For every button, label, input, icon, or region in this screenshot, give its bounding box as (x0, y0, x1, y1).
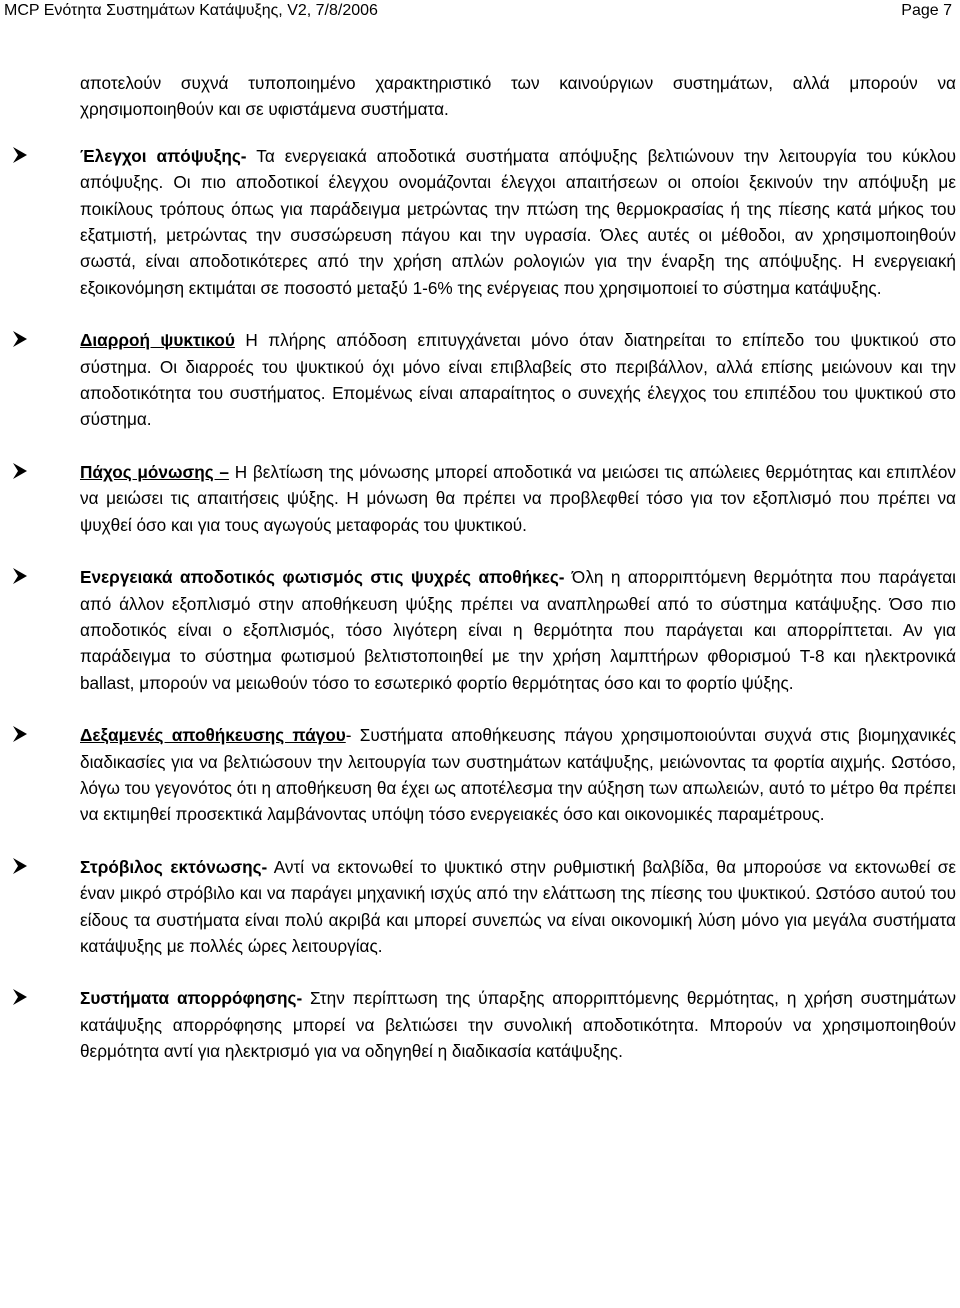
bullet-efficient-lighting (80, 564, 956, 696)
bullet-text: Όλη η απορριπτόμενη θερμότητα που παράγεται από άλλον εξοπλισμό στην αποθήκευση ψύξης πρέπει να αναπληρωθεί από το σύστημα κατάψυξης. Όσο πιο αποδοτικός είναι ο εξοπλισμός, τόσο λιγότερη είναι η θερμότητα που παράγεται και απορρίπτεται. Αν για παράδειγμα το σύστημα φωτισμού βελτιστοποιηθεί με την χρήση λαμπτήρων φθορισμού T-8 και ηλεκτρονικά ballast, μπορούν να μειωθούν τόσο το εσωτερικό φορτίο θερμότητας όσο και το φορτίο ψύξης. (80, 567, 956, 693)
arrow-bullet-icon (12, 462, 28, 480)
document-title: MCP Ενότητα Συστημάτων Κατάψυξης, V2, 7/8/2006 (4, 2, 378, 19)
bullet-text: Τα ενεργειακά αποδοτικά συστήματα απόψυξης βελτιώνουν την λειτουργία του κύκλου απόψυξης. Οι πιο αποδοτικοί έλεγχου ονομάζονται έλεγχοι απαιτήσεων οι οποίοι ξεκινούν την απόψυξη με ποικίλους τρόπους όπως για παράδειγμα μετρώντας την πτώση της θερμοκρασίας ή της πίεσης κατά μήκος του εξατμιστή, μετρώντας την συσσώρευση πάγου και την υγρασία. Όλες αυτές οι μέθοδοι, αν χρησιμοποιηθούν σωστά, είναι αποδοτικότερες από την χρήση απλών ρολογιών για την έναρξη της απόψυξης. Η ενεργειακή εξοικονόμηση εκτιμάται σε ποσοστό μεταξύ 1-6% της ενέργειας που χρησιμοποιεί το σύστημα κατάψυξης. (80, 145, 957, 298)
bullet-term: Πάχος μόνωσης – (80, 461, 229, 482)
bullet-absorption-systems (80, 985, 956, 1064)
arrow-bullet-icon (12, 567, 28, 585)
bullet-term: Συστήματα απορρόφησης- (80, 988, 303, 1009)
bullet-text: Αντί να εκτονωθεί το ψυκτικό στην ρυθμιστική βαλβίδα, θα μπορούσε να εκτονωθεί σε έναν μικρό στρόβιλο και να παράγει μηχανική ισχύς από την ελάττωση της πίεσης του ψυκτικού. Ωστόσο αυτού του είδους τα συστήματα είναι πολύ ακριβά και μπορεί συνεπώς να είναι οικονομική λύση μόνο για μεγάλα συστήματα κατάψυξης με πολλές ώρες λειτουργίας. (80, 856, 956, 956)
bullet-insulation-thickness (80, 459, 956, 538)
bullet-text: Η πλήρης απόδοση επιτυγχάνεται μόνο όταν διατηρείται το επίπεδο του ψυκτικού στο σύστημα. Οι διαρροές του ψυκτικού όχι μόνο είναι επιβλαβείς στο περιβάλλον, αλλά επίσης μειώνουν και την αποδοτικότητα του συστήματος. Επομένως είναι απαραίτητος ο συνεχής έλεγχος του επιπέδου του ψυκτικού στο σύστημα. (80, 330, 957, 430)
bullet-text: - Συστήματα αποθήκευσης πάγου χρησιμοποιούνται συχνά στις βιομηχανικές διαδικασίες για να βελτιώσουν την λειτουργία των συστημάτων κατάψυξης, μειώνοντας τα φορτία αιχμής. Ωστόσο, λόγω του γεγονότος ότι η αποθήκευση θα έχει ως αποτέλεσμα την αύξηση των απωλειών, αυτό το μέτρο θα πρέπει να εκτιμηθεί προσεκτικά λαμβάνοντας υπόψη τόσο ενεργειακές όσο και οικονομικές παραμέτρους. (80, 725, 957, 825)
bullet-defrost-controls (80, 143, 956, 301)
bullet-term: Δεξαμενές αποθήκευσης πάγου (80, 725, 346, 746)
bullet-term: Στρόβιλος εκτόνωσης- (80, 856, 268, 877)
bullet-ice-storage (80, 722, 956, 828)
bullet-term: Διαρροή ψυκτικού (80, 330, 235, 351)
document-body (80, 70, 956, 1091)
arrow-bullet-icon (12, 330, 28, 348)
intro-paragraph: αποτελούν συχνά τυποποιημένο χαρακτηριστικό των καινούργιων συστημάτων, αλλά μπορούν να χρησιμοποιηθούν και σε υφιστάμενα συστήματα. (80, 73, 956, 120)
arrow-bullet-icon (12, 725, 28, 743)
bullet-expansion-turbine (80, 854, 956, 960)
arrow-bullet-icon (12, 857, 28, 875)
arrow-bullet-icon (12, 988, 28, 1006)
bullet-text: Η βελτίωση της μόνωσης μπορεί αποδοτικά να μειώσει τις απώλειες θερμότητας και επιπλέον να μειώσει τις απαιτήσεις ψύξης. Η μόνωση θα πρέπει να προβλεφθεί τόσο για τον εξοπλισμό που πρέπει να ψυχθεί όσο και για τους αγωγούς μεταφοράς του ψυκτικού. (80, 461, 956, 535)
page-header (4, 0, 952, 22)
page-number: Page 7 (901, 2, 952, 19)
bullet-term: Έλεγχοι απόψυξης- (80, 145, 247, 166)
arrow-bullet-icon (12, 146, 28, 164)
bullet-refrigerant-leak (80, 327, 956, 433)
bullet-term: Ενεργειακά αποδοτικός φωτισμός στις ψυχρές αποθήκες- (80, 567, 565, 588)
bullet-text: Στην περίπτωση της ύπαρξης απορριπτόμενης θερμότητας, η χρήση συστημάτων κατάψυξης απορρόφησης μπορεί να βελτιώσει την συνολική αποδοτικότητα. Μπορούν να χρησιμοποιηθούν θερμότητα αντί για ηλεκτρισμό για να οδηγηθεί η διαδικασία κατάψυξης. (80, 988, 956, 1062)
